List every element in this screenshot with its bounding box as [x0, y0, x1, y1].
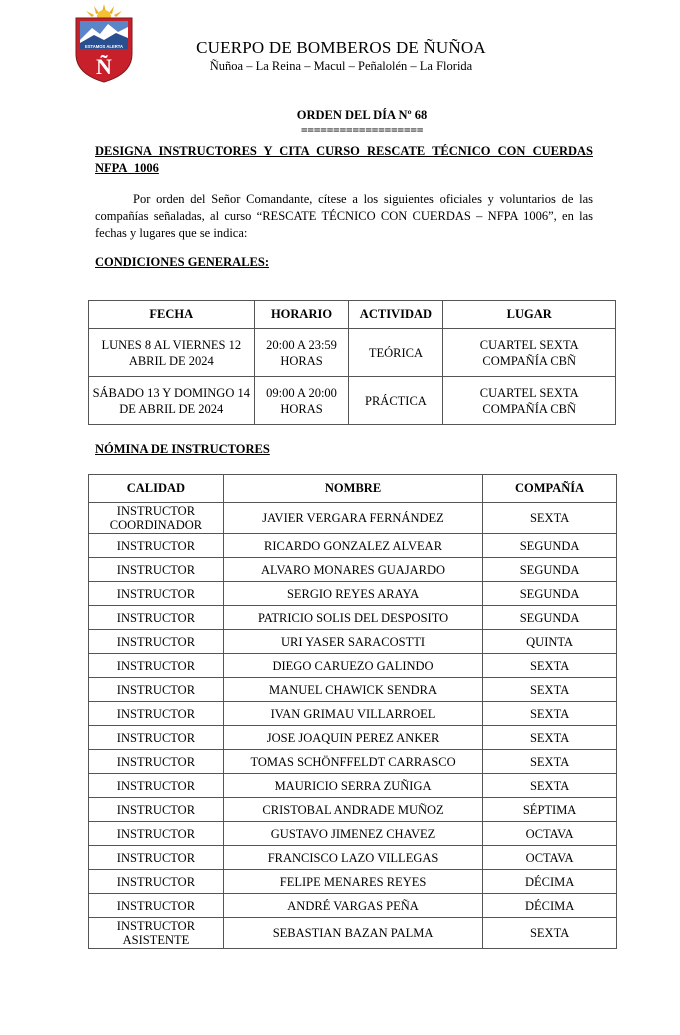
table-row [89, 726, 617, 750]
header-lugar: LUGAR [443, 301, 616, 329]
order-title-rule: =================== [300, 123, 424, 137]
cell-nombre: IVAN GRIMAU VILLARROEL [223, 702, 482, 726]
cell-compania: SEGUNDA [483, 558, 617, 582]
table-row [89, 558, 617, 582]
table-row [89, 774, 617, 798]
cell-calidad: INSTRUCTOR [89, 870, 224, 894]
logo-motto: ESTAMOS ALERTA [84, 44, 124, 49]
cell-compania: SÉPTIMA [483, 798, 617, 822]
cell-horario: 09:00 A 20:00 HORAS [254, 377, 349, 425]
cell-calidad: INSTRUCTOR [89, 774, 224, 798]
cell-compania: SEXTA [483, 678, 617, 702]
cell-compania: SEXTA [483, 918, 617, 949]
cell-nombre: FRANCISCO LAZO VILLEGAS [223, 846, 482, 870]
table-row [89, 377, 616, 425]
cell-compania: SEGUNDA [483, 582, 617, 606]
cell-actividad: PRÁCTICA [349, 377, 443, 425]
cell-nombre: JAVIER VERGARA FERNÁNDEZ [223, 503, 482, 534]
table-row [89, 606, 617, 630]
cell-calidad: INSTRUCTOR [89, 846, 224, 870]
cell-calidad: INSTRUCTOR [89, 630, 224, 654]
table-row [89, 918, 617, 949]
table-row [89, 894, 617, 918]
cell-calidad: INSTRUCTOR [89, 534, 224, 558]
cell-nombre: ALVARO MONARES GUAJARDO [223, 558, 482, 582]
cell-fecha: SÁBADO 13 Y DOMINGO 14 DE ABRIL DE 2024 [89, 377, 255, 425]
cell-calidad: INSTRUCTOR [89, 678, 224, 702]
intro-paragraph: Por orden del Señor Comandante, cítese a los siguientes oficiales y voluntarios de las compañías señaladas, al curso “RESCATE TÉCNICO CON CUERDAS – NFPA 1006”, en las fechas y lugares que se indica: [95, 192, 593, 240]
cell-compania: SEXTA [483, 750, 617, 774]
table-row [89, 534, 617, 558]
cell-compania: OCTAVA [483, 822, 617, 846]
header-horario: HORARIO [254, 301, 349, 329]
cell-calidad: INSTRUCTOR COORDINADOR [89, 503, 224, 534]
header-calidad: CALIDAD [89, 475, 224, 503]
cell-nombre: JOSE JOAQUIN PEREZ ANKER [223, 726, 482, 750]
cell-calidad: INSTRUCTOR [89, 558, 224, 582]
table-row [89, 654, 617, 678]
cell-compania: SEXTA [483, 774, 617, 798]
conditions-table [88, 300, 616, 425]
instructors-heading: NÓMINA DE INSTRUCTORES [95, 442, 270, 456]
table-row [89, 750, 617, 774]
instructors-table [88, 474, 617, 949]
cell-compania: SEXTA [483, 503, 617, 534]
cell-calidad: INSTRUCTOR [89, 798, 224, 822]
cell-nombre: MAURICIO SERRA ZUÑIGA [223, 774, 482, 798]
organization-communes: Ñuñoa – La Reina – Macul – Peñalolén – La Florida [209, 59, 473, 73]
cell-calidad: INSTRUCTOR [89, 726, 224, 750]
cell-actividad: TEÓRICA [349, 329, 443, 377]
header-actividad: ACTIVIDAD [349, 301, 443, 329]
cell-nombre: TOMAS SCHÖNFFELDT CARRASCO [223, 750, 482, 774]
order-subject: DESIGNA INSTRUCTORES Y CITA CURSO RESCATE TÉCNICO CON CUERDAS NFPA 1006 [95, 144, 593, 175]
cell-compania: DÉCIMA [483, 894, 617, 918]
cell-nombre: PATRICIO SOLIS DEL DESPOSITO [223, 606, 482, 630]
header-fecha: FECHA [89, 301, 255, 329]
conditions-heading: CONDICIONES GENERALES: [95, 255, 269, 269]
fire-department-shield-logo [72, 2, 136, 84]
cell-nombre: ANDRÉ VARGAS PEÑA [223, 894, 482, 918]
order-title: ORDEN DEL DÍA Nº 68 [296, 108, 428, 122]
table-row [89, 870, 617, 894]
cell-nombre: DIEGO CARUEZO GALINDO [223, 654, 482, 678]
cell-nombre: RICARDO GONZALEZ ALVEAR [223, 534, 482, 558]
logo-letter: Ñ [96, 54, 112, 79]
cell-compania: SEXTA [483, 654, 617, 678]
cell-compania: SEGUNDA [483, 606, 617, 630]
header-compania: COMPAÑÍA [483, 475, 617, 503]
table-row [89, 846, 617, 870]
cell-compania: QUINTA [483, 630, 617, 654]
cell-calidad: INSTRUCTOR [89, 822, 224, 846]
cell-calidad: INSTRUCTOR [89, 750, 224, 774]
table-row [89, 630, 617, 654]
cell-nombre: SERGIO REYES ARAYA [223, 582, 482, 606]
cell-nombre: MANUEL CHAWICK SENDRA [223, 678, 482, 702]
table-row [89, 503, 617, 534]
table-row [89, 798, 617, 822]
cell-horario: 20:00 A 23:59 HORAS [254, 329, 349, 377]
instructors-header-row [89, 475, 617, 503]
table-row [89, 702, 617, 726]
cell-compania: DÉCIMA [483, 870, 617, 894]
cell-compania: SEXTA [483, 726, 617, 750]
cell-calidad: INSTRUCTOR [89, 894, 224, 918]
cell-compania: OCTAVA [483, 846, 617, 870]
cell-lugar: CUARTEL SEXTA COMPAÑÍA CBÑ [443, 377, 616, 425]
table-row [89, 678, 617, 702]
organization-title: CUERPO DE BOMBEROS DE ÑUÑOA [196, 38, 486, 57]
cell-calidad: INSTRUCTOR [89, 654, 224, 678]
cell-nombre: GUSTAVO JIMENEZ CHAVEZ [223, 822, 482, 846]
cell-nombre: SEBASTIAN BAZAN PALMA [223, 918, 482, 949]
cell-nombre: CRISTOBAL ANDRADE MUÑOZ [223, 798, 482, 822]
table-row [89, 329, 616, 377]
table-row [89, 822, 617, 846]
cell-lugar: CUARTEL SEXTA COMPAÑÍA CBÑ [443, 329, 616, 377]
header-nombre: NOMBRE [223, 475, 482, 503]
cell-calidad: INSTRUCTOR [89, 702, 224, 726]
cell-calidad: INSTRUCTOR [89, 582, 224, 606]
table-row [89, 582, 617, 606]
cell-compania: SEGUNDA [483, 534, 617, 558]
conditions-header-row [89, 301, 616, 329]
cell-calidad: INSTRUCTOR [89, 606, 224, 630]
cell-fecha: LUNES 8 AL VIERNES 12 ABRIL DE 2024 [89, 329, 255, 377]
cell-nombre: FELIPE MENARES REYES [223, 870, 482, 894]
cell-nombre: URI YASER SARACOSTTI [223, 630, 482, 654]
cell-calidad: INSTRUCTOR ASISTENTE [89, 918, 224, 949]
cell-compania: SEXTA [483, 702, 617, 726]
